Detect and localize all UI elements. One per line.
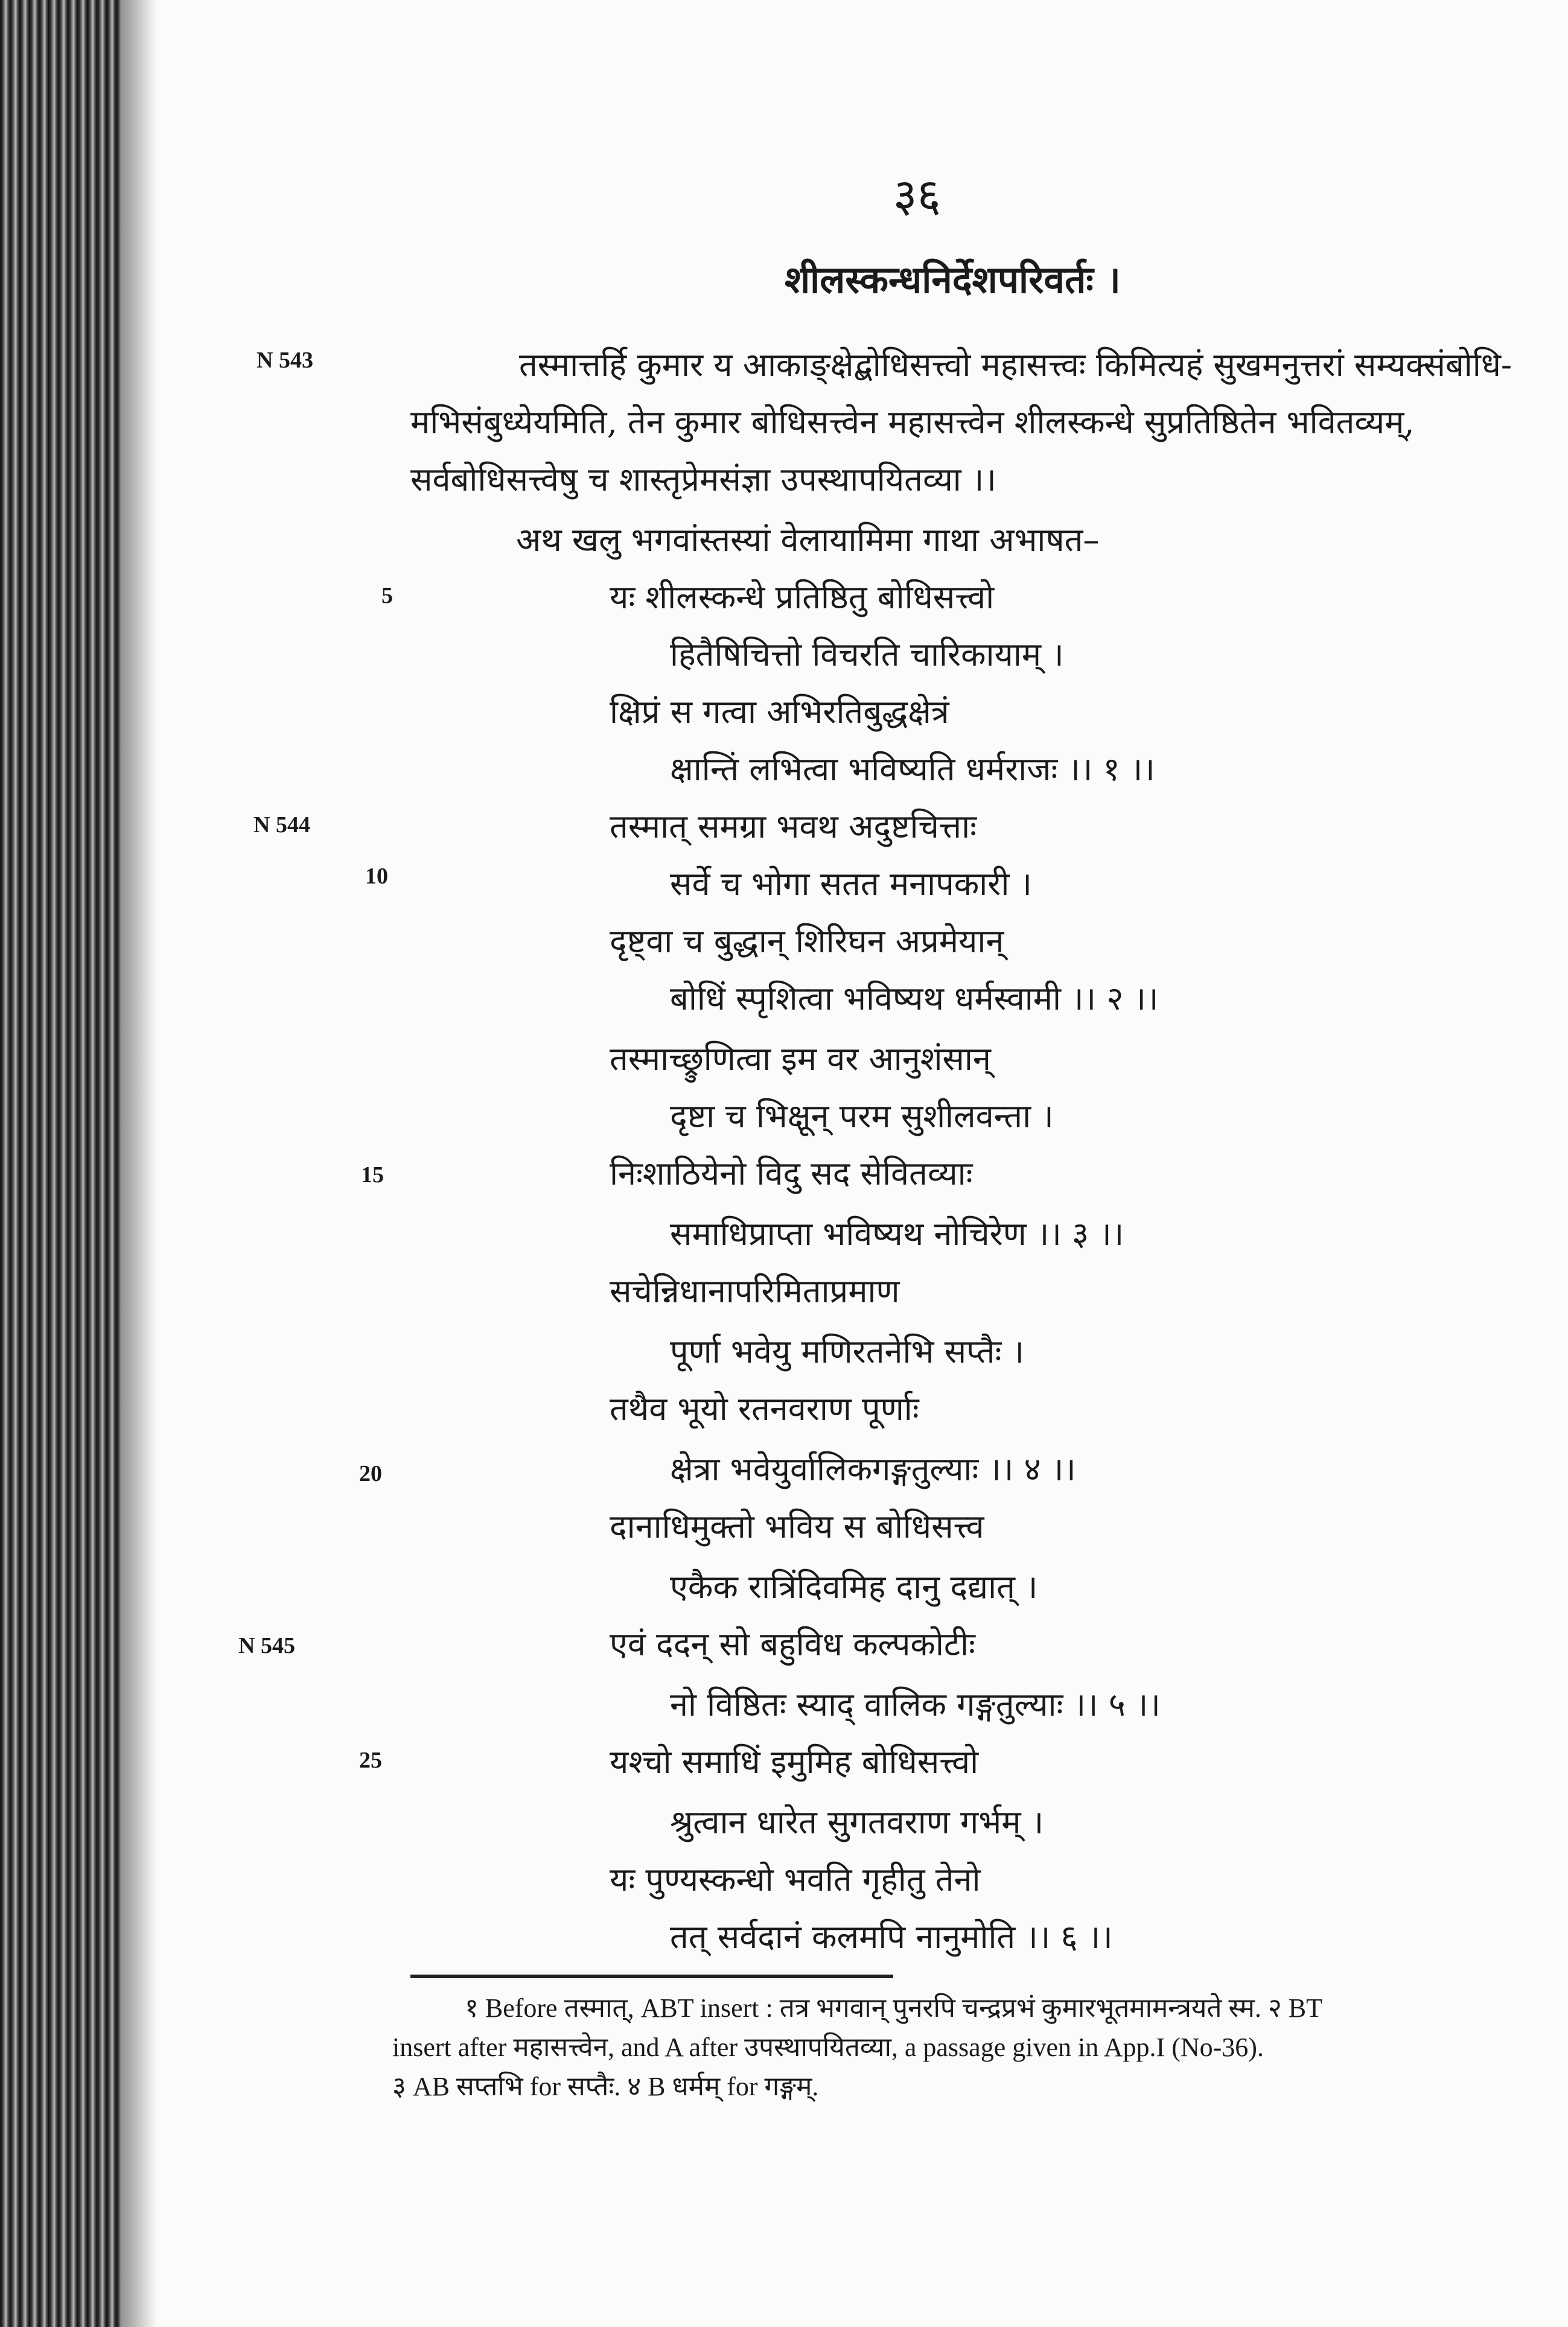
verse-line: क्षान्तिं लभित्वा भविष्यति धर्मराजः ।। १ ।। (670, 750, 1155, 788)
verse-line: यः पुण्यस्कन्धो भवति गृहीतु तेनो (610, 1861, 981, 1899)
verse-line: तस्माच्छ्रुणित्वा इम वर आनुशंसान् (610, 1040, 991, 1078)
line-number: 25 (359, 1748, 382, 1773)
chapter-heading: शीलस्कन्धनिर्देशपरिवर्तः । (785, 258, 1121, 302)
footnote-rule (410, 1975, 893, 1978)
prose-line: मभिसंबुध्येयमिति, तेन कुमार बोधिसत्त्वेन महासत्त्वेन शीलस्कन्धे सुप्रतिष्ठितेन भवितव्यम्, (410, 403, 1415, 441)
verse-line: क्षिप्रं स गत्वा अभिरतिबुद्धक्षेत्रं (610, 693, 949, 731)
verse-line: नो विष्ठितः स्याद् वालिक गङ्गतुल्याः ।। ५ ।। (670, 1686, 1161, 1724)
footnote-line: १ Before तस्मात्, ABT insert : तत्र भगवान् पुनरपि चन्द्रप्रभं कुमारभूतमामन्त्रयते स्म. २ BT (465, 1993, 1323, 2023)
verse-line: तस्मात् समग्रा भवथ अदुष्टचित्ताः (610, 807, 977, 845)
prose-line: सर्वबोधिसत्त्वेषु च शास्तृप्रेमसंज्ञा उपस्थापयितव्या ।। (410, 460, 996, 498)
line-number: 15 (361, 1162, 384, 1188)
verse-line: तत् सर्वदानं कलमपि नानुमोति ।। ६ ।। (670, 1918, 1113, 1956)
prose-line: तस्मात्तर्हि कुमार य आकाङ्क्षेद्बोधिसत्त्वो महासत्त्वः किमित्यहं सुखमनुत्तरां सम्यक्संबोधि- (519, 346, 1512, 384)
book-spine-shadow (0, 0, 121, 2327)
verse-line: यश्चो समाधिं इमुमिह बोधिसत्त्वो (610, 1743, 979, 1781)
verse-line: एकैक रात्रिंदिवमिह दानु दद्यात् । (670, 1568, 1038, 1606)
line-number: 5 (381, 583, 393, 608)
prose-line: अथ खलु भगवांस्तस्यां वेलायामिमा गाथा अभाषत– (516, 521, 1100, 559)
verse-line: दानाधिमुक्तो भविय स बोधिसत्त्व (610, 1507, 984, 1545)
verse-line: क्षेत्रा भवेयुर्वालिकगङ्गतुल्याः ।। ४ ।। (670, 1450, 1076, 1488)
verse-line: हितैषिचित्तो विचरति चारिकायाम् । (670, 635, 1064, 673)
verse-line: यः शीलस्कन्धे प्रतिष्ठितु बोधिसत्त्वो (610, 578, 995, 616)
verse-line: दृष्ट्वा च बुद्धान् शिरिघन अप्रमेयान् (610, 922, 1004, 960)
footnote-line: ३ AB सप्तभि for सप्तैः. ४ B धर्मम् for गङ्गम्. (392, 2072, 819, 2101)
footnote-line: insert after महासत्त्वेन, and A after उपस्थापयितव्या, a passage given in App.I (No-36). (392, 2033, 1264, 2062)
verse-line: बोधिं स्पृशित्वा भविष्यथ धर्मस्वामी ।। २ ।। (670, 979, 1159, 1017)
margin-ref-n545: N 545 (238, 1633, 295, 1658)
verse-line: सचेन्निधानापरिमिताप्रमाण (610, 1272, 900, 1310)
verse-line: निःशाठियेनो विदु सद सेवितव्याः (610, 1154, 973, 1192)
verse-line: श्रुत्वान धारेत सुगतवराण गर्भम् । (670, 1803, 1044, 1841)
verse-line: सर्वे च भोगा सतत मनापकारी । (670, 865, 1032, 903)
margin-ref-n543: N 543 (257, 348, 313, 373)
verse-line: समाधिप्राप्ता भविष्यथ नोचिरेण ।। ३ ।। (670, 1215, 1124, 1253)
line-number: 10 (365, 864, 388, 889)
line-number: 20 (359, 1461, 382, 1486)
verse-line: तथैव भूयो रतनवराण पूर्णाः (610, 1390, 919, 1428)
page-number: ३६ (893, 168, 942, 222)
verse-line: दृष्टा च भिक्षून् परम सुशीलवन्ता । (670, 1097, 1054, 1135)
verse-line: एवं ददन् सो बहुविध कल्पकोटीः (610, 1625, 975, 1663)
verse-line: पूर्णा भवेयु मणिरतनेभि सप्तैः । (670, 1332, 1025, 1370)
margin-ref-n544: N 544 (253, 812, 310, 838)
gutter-shadow (121, 0, 157, 2327)
